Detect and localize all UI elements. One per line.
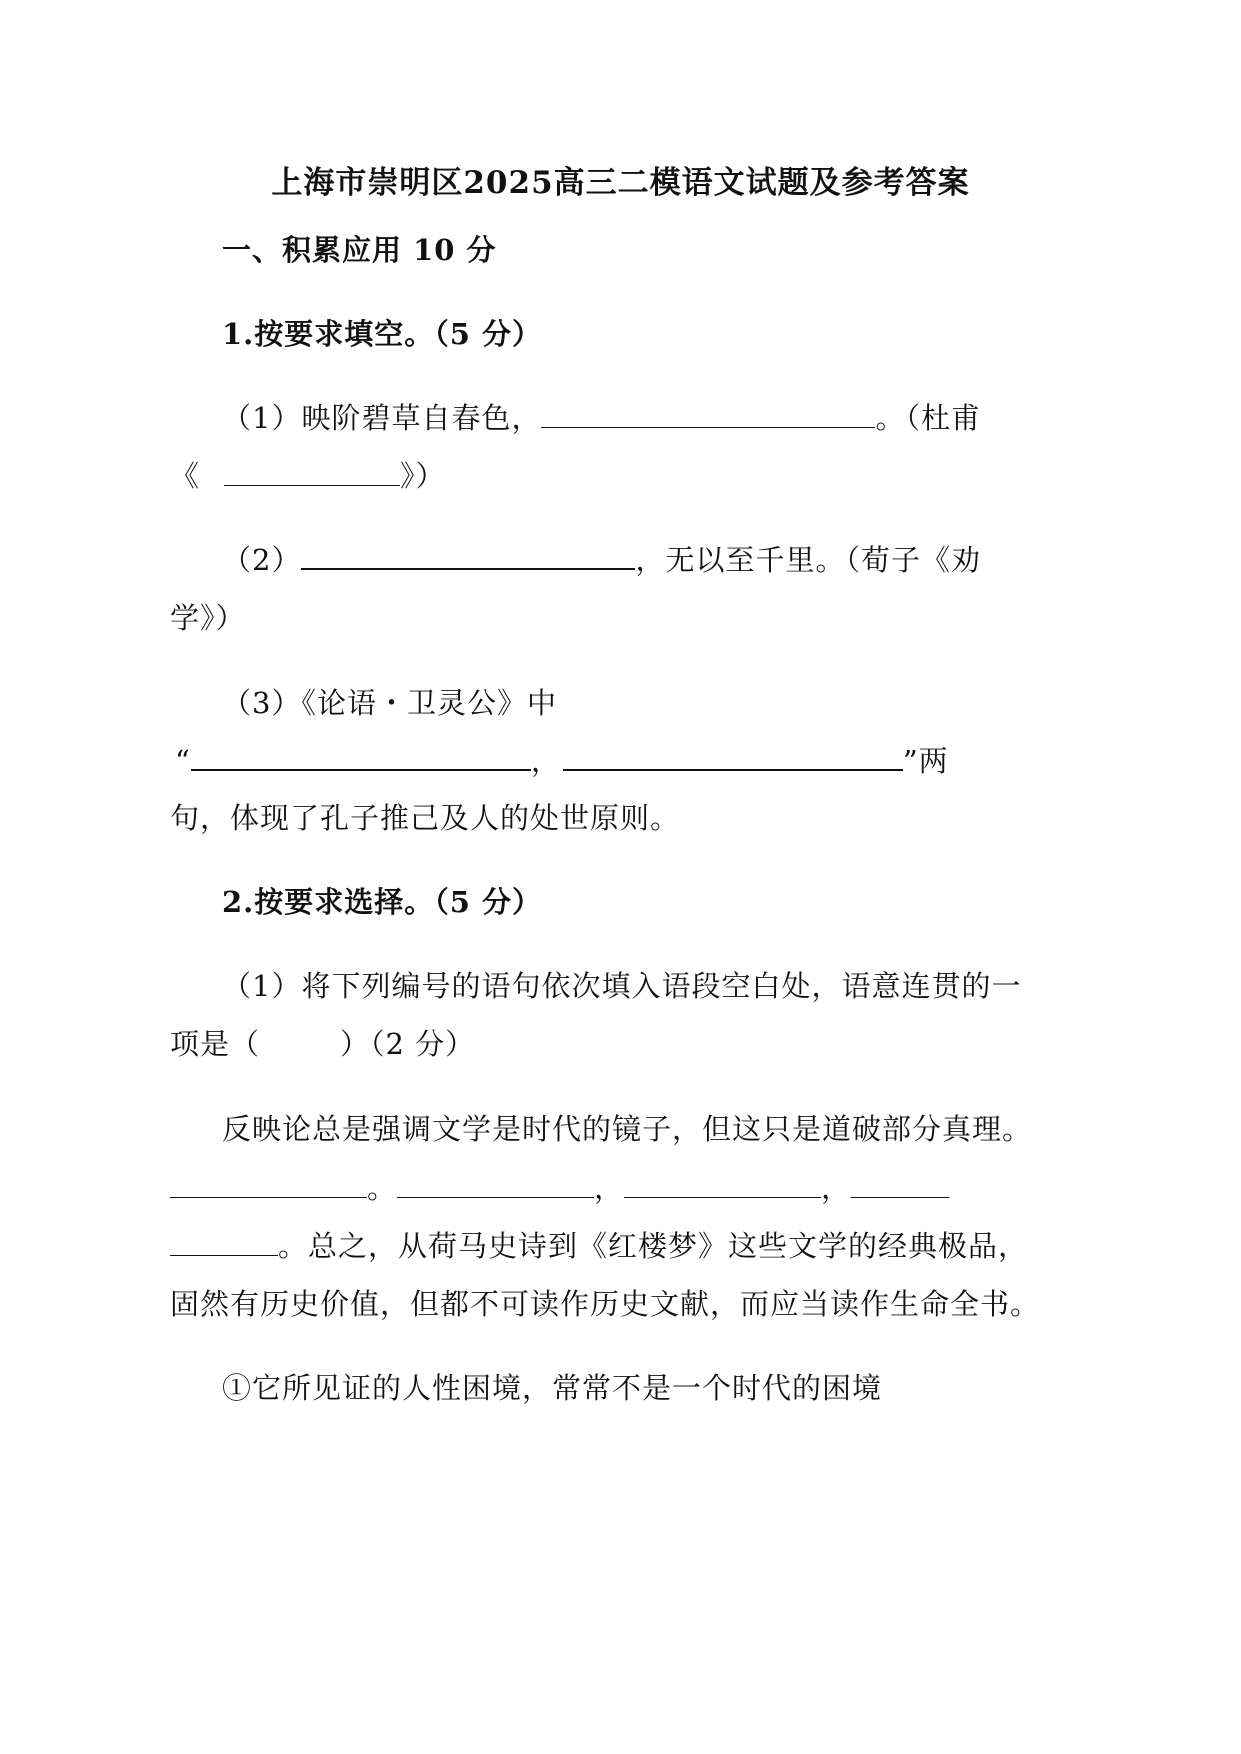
q1-item1-prefix: （1）映阶碧草自春色， bbox=[222, 401, 542, 435]
q1-item1-blank-title[interactable] bbox=[224, 459, 400, 486]
option-1: ①它所见证的人性困境，常常不是一个时代的困境 bbox=[222, 1371, 883, 1405]
passage-line1: 反映论总是强调文学是时代的镜子，但这只是道破部分真理。 bbox=[222, 1112, 1033, 1146]
q2-sub1-line1: （1）将下列编号的语句依次填入语段空白处，语意连贯的一 bbox=[222, 969, 1022, 1003]
passage-line3-text: 。总之，从荷马史诗到《红楼梦》这些文学的经典极品， bbox=[278, 1229, 1029, 1263]
q1-item1-line1 bbox=[222, 400, 981, 436]
q1-item3-line1: （3）《论语・卫灵公》中 bbox=[222, 686, 557, 720]
q1-item2-line1 bbox=[222, 542, 981, 578]
q1-item3-line2 bbox=[175, 743, 949, 779]
passage-sep-2: ， bbox=[594, 1171, 625, 1205]
q1-item3-blank-1[interactable] bbox=[191, 743, 531, 771]
page-title: 上海市崇明区2025高三二模语文试题及参考答案 bbox=[271, 165, 970, 201]
q1-item3-open-quote: “ bbox=[175, 744, 191, 778]
section-heading: 一、积累应用 10 分 bbox=[222, 233, 497, 267]
passage-line3 bbox=[170, 1228, 1028, 1264]
q2-sub1-prefix: 项是（ bbox=[170, 1027, 261, 1061]
q1-item1-line2 bbox=[170, 458, 446, 494]
passage-blank-1[interactable] bbox=[170, 1171, 367, 1198]
q1-item2-suffix: ，无以至千里。（荀子《劝 bbox=[635, 543, 981, 577]
passage-blank-2[interactable] bbox=[397, 1171, 594, 1198]
passage-blank-4-end[interactable] bbox=[170, 1229, 278, 1256]
passage-sep-3: ， bbox=[821, 1171, 852, 1205]
q1-item3-close: ”两 bbox=[902, 744, 949, 778]
q1-item2-line2: 学》） bbox=[170, 601, 246, 635]
passage-line4: 固然有历史价值，但都不可读作历史文献，而应当读作生命全书。 bbox=[170, 1287, 1041, 1321]
question-1-heading: 1.按要求填空。（5 分） bbox=[222, 317, 543, 351]
passage-line2 bbox=[170, 1170, 949, 1206]
q1-item3-blank-2[interactable] bbox=[563, 743, 903, 771]
passage-blank-4-start[interactable] bbox=[851, 1171, 949, 1198]
passage-blank-3[interactable] bbox=[624, 1171, 821, 1198]
q2-sub1-suffix: ）（2 分） bbox=[340, 1027, 476, 1061]
q1-item1-suffix: 。（杜甫 bbox=[875, 401, 981, 435]
passage-sep-1: 。 bbox=[367, 1171, 398, 1205]
q1-item1-blank-answer[interactable] bbox=[541, 401, 875, 428]
q1-item3-line3: 句，体现了孔子推己及人的处世原则。 bbox=[170, 801, 681, 835]
q2-sub1-line2 bbox=[170, 1026, 475, 1062]
q1-item1-open-bracket: 《 bbox=[170, 459, 201, 493]
q1-item2-blank[interactable] bbox=[301, 542, 635, 570]
q1-item2-prefix: （2） bbox=[222, 543, 302, 577]
question-2-heading: 2.按要求选择。（5 分） bbox=[222, 885, 543, 919]
q1-item1-close-bracket: 》） bbox=[400, 459, 446, 493]
q1-item3-comma: ， bbox=[530, 744, 561, 778]
